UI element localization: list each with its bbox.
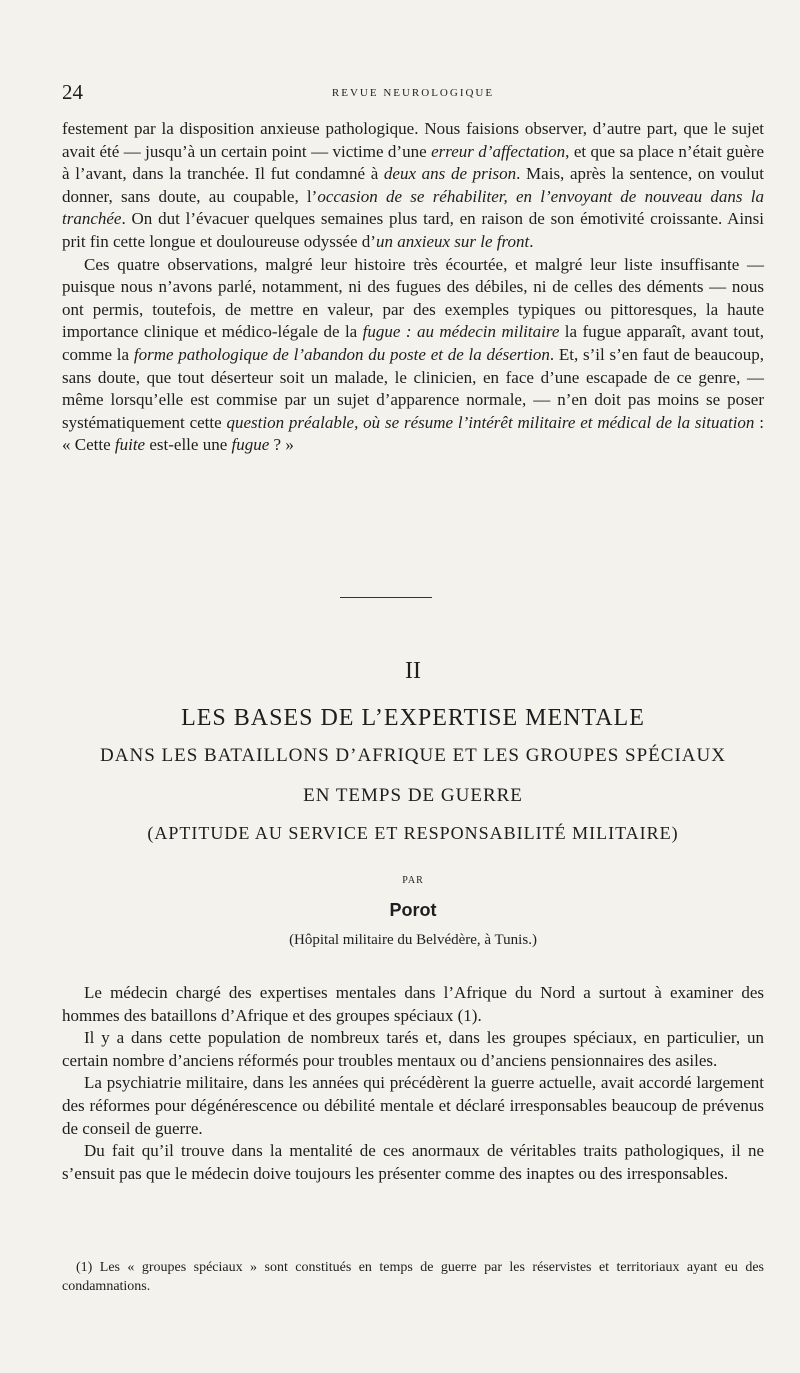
text-run: ? » <box>269 435 294 455</box>
body-paragraph: Il y a dans cette population de nombreux tarés et, dans les groupes spéciaux, en particulier, un certain nombre d’anciens réformés pour troubles mentaux ou d’anciens pensionnaires des asiles. <box>62 1028 764 1070</box>
byline-par: PAR <box>402 875 424 886</box>
author-affiliation: (Hôpital militaire du Belvédère, à Tunis.) <box>289 932 537 948</box>
text-run: . Et, s’il s’en faut de beaucoup, sans doute, que tout déserteur soit un malade, le clinicien, en face d’une escapade de ce genre, — même lorsqu’elle est commise par un sujet d’apparence normale, — n’en doit pas moins se poser systématiquement cette <box>62 344 765 432</box>
italic-run: forme pathologique de l’abandon du poste et de la désertion <box>133 344 550 364</box>
running-head <box>62 80 764 110</box>
author-name: Porot <box>389 900 437 920</box>
text-run: la fugue apparaît, avant tout, comme la <box>62 322 764 364</box>
italic-run: deux ans de prison <box>383 164 517 184</box>
journal-title: REVUE NEUROLOGIQUE <box>331 87 495 99</box>
text-run: festement par la disposition anxieuse pathologique. Nous faisions observer, d’autre part, que le sujet avait été — jusqu’à un certain point — victime d’une <box>62 119 764 161</box>
italic-run: fugue <box>231 435 270 455</box>
footnote-text: (1) Les « groupes spéciaux » sont constitués en temps de guerre par les réservistes et territoriaux ayant eu des condamnations. <box>62 1260 764 1294</box>
section-divider <box>340 597 432 598</box>
italic-run: fuite <box>114 435 146 455</box>
italic-run: question préalable, où se résume l’intérêt militaire et médical de la situation <box>226 412 755 432</box>
text-run: , et que sa place n’était guère à l’avant, dans la tranchée. Il fut condamné à <box>62 141 764 184</box>
paragraph-continuation <box>62 118 764 254</box>
section-subtitle-2: EN TEMPS DE GUERRE <box>303 785 523 806</box>
text-run: Ces quatre observations, malgré leur histoire très écourtée, et malgré leur liste insuffisante — puisque nous n’avons parlé, notamment, ni des fugues des débiles, ni de celles des déments — nous ont permis, toutefois, de mettre en valeur, par des exemples typiques ou pittoresques, la haute importance clinique et médico-légale de la <box>62 254 764 342</box>
body-paragraph: Du fait qu’il trouve dans la mentalité de ces anormaux de véritables traits pathologiques, il ne s’ensuit pas que le médecin doive toujours les présenter comme des inaptes ou des irresponsables. <box>62 1141 764 1183</box>
text-run: : « Cette <box>62 412 764 455</box>
text-run: . <box>529 231 534 251</box>
body-paragraph: Le médecin chargé des expertises mentales dans l’Afrique du Nord a surtout à examiner des hommes des bataillons d’Afrique et des groupes spéciaux (1). <box>62 983 764 1025</box>
paragraph-conclusion <box>62 254 764 457</box>
text-run: est-elle une <box>145 435 232 455</box>
italic-run: un anxieux sur le front <box>375 231 530 251</box>
article-body <box>62 982 764 1185</box>
section-subtitle-3: (APTITUDE AU SERVICE ET RESPONSABILITÉ MILITAIRE) <box>147 823 679 843</box>
italic-run: fugue : au médecin militaire <box>362 322 560 342</box>
section-numeral: II <box>405 658 421 684</box>
body-paragraph: La psychiatrie militaire, dans les années qui précédèrent la guerre actuelle, avait accordé largement des réformes pour dégénérescence ou débilité mentale et déclaré irresponsables beaucoup de prévenus de conseil de guerre. <box>62 1073 764 1138</box>
section-subtitle-1: DANS LES BATAILLONS D’AFRIQUE ET LES GROUPES SPÉCIAUX <box>100 745 726 766</box>
italic-run: erreur d’affectation <box>431 141 566 161</box>
footnote <box>62 1258 764 1296</box>
text-run: . On dut l’évacuer quelques semaines plus tard, en raison de son émotivité croissante. Ainsi prit fin cette longue et douloureuse odyssée d’ <box>62 209 764 251</box>
italic-run: occasion de se réhabiliter, en l’envoyant de nouveau dans la tranchée <box>62 186 764 229</box>
page-number: 24 <box>62 80 83 104</box>
section-title: LES BASES DE L’EXPERTISE MENTALE <box>181 705 645 731</box>
text-run: . Mais, après la sentence, on voulut donner, sans doute, au coupable, l’ <box>62 164 764 206</box>
continued-text <box>62 118 764 457</box>
